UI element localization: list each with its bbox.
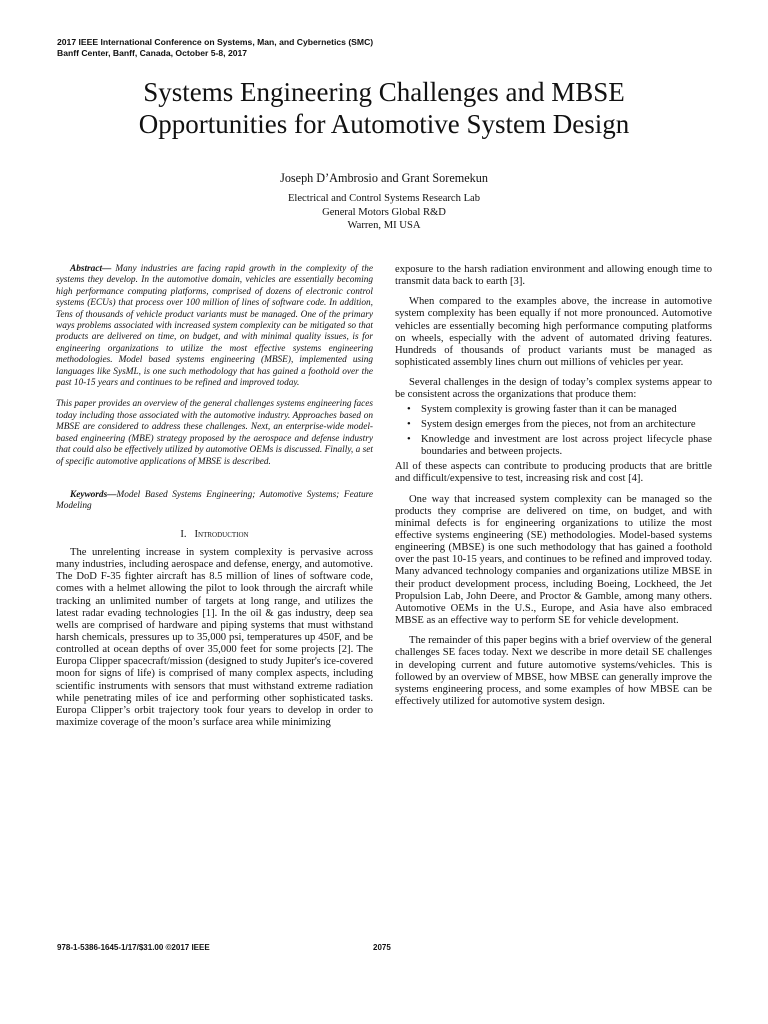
list-item: • Knowledge and investment are lost across project lifecycle phase boundaries and between projects.: [407, 433, 712, 458]
abstract-paragraph-2: This paper provides an overview of the general challenges systems engineering faces today including those associated with the automotive industry. Approaches based on MBSE are considered to address these challenges. Next, an enterprise-wide model-based engineering (MBE) strategy proposed by the aerospace and defense industry that could also be effectively utilized by automotive OEMs is discussed. Finally, a set of specific automotive applications of MBSE is described.: [56, 399, 373, 467]
title-line-2: Opportunities for Automotive System Design: [138, 109, 630, 139]
conference-header: [57, 37, 373, 59]
intro-paragraph-3: Several challenges in the design of today’s complex systems appear to be consistent across the organizations that produce them:: [395, 377, 712, 401]
abstract-text-1: Many industries are facing rapid growth in the complexity of the systems they develop. In the automotive domain, vehicles are essentially becoming high performance computing platforms, comprised of dozens of electronic control systems (ECUs) that process over 100 million of lines of software code. In addition, Tens of thousands of vehicle product variants must be managed. One of the primary ways problems associated with increased system complexity can be mitigated so that products are delivered on time, on budget, and with minimal quality issues, is for engineering organizations to utilize the most effective systems engineering methodologies. Model based systems engineering (MBSE), implemented using languages like SysML, is one such methodology that has gained a foothold over the past 10-15 years and continues to be refined and improved today.: [56, 264, 373, 389]
title-line-1: Systems Engineering Challenges and MBSE: [143, 77, 625, 107]
keywords-text: Model Based Systems Engineering; Automotive Systems; Feature Modeling: [56, 489, 373, 512]
affiliation-lab: Electrical and Control Systems Research Lab: [287, 193, 481, 204]
conference-location: Banff Center, Banff, Canada, October 5-8, 2017: [57, 48, 248, 58]
affiliation-city: Warren, MI USA: [347, 220, 421, 231]
section-heading-introduction: [56, 529, 373, 541]
left-column: [56, 264, 373, 737]
intro-paragraph-6: The remainder of this paper begins with a brief overview of the general challenges SE faces today. Next we describe in more detail SE challenges in developing current and future automotive systems/vehicles. This is followed by an overview of MBSE, how MBSE can generally improve the systems engineering process, and some examples of how MBSE can be effectively utilized for automotive system design.: [395, 635, 712, 707]
right-column: [395, 264, 712, 716]
intro-paragraph-2: When compared to the examples above, the increase in automotive system complexity has been equally if not more pronounced. Automotive vehicles are essentially becoming high performance computing platforms on wheels, especially with the advent of automated driving features. Hundreds of thousands of product variants must be managed as sophisticated assembly lines churn out millions of vehicles per year.: [395, 296, 712, 369]
affiliation: [40, 192, 728, 233]
authors: Joseph D’Ambrosio and Grant Soremekun: [280, 171, 488, 185]
bullet-icon: •: [407, 403, 411, 415]
section-numeral: I.: [180, 528, 187, 540]
bullet-icon: •: [407, 433, 411, 445]
intro-paragraph-1: The unrelenting increase in system complexity is pervasive across many industries, including aerospace and defense, energy, and automotive. The DoD F-35 fighter aircraft has 8.5 million of lines of software code, comes with a helmet allowing the pilot to look through the aircraft while tracking an unlimited number of targets at long range, and utilizes the latest radar evading technologies [1]. In the oil & gas industry, deep sea wells are comprised of hardware and piping systems that must withstand harsh chemicals, pressures up to 35,000 psi, temperatures up 450F, and be controlled at ocean depths of over 35,000 feet for some projects [2]. The Europa Clipper spacecraft/mission (designed to study Jupiter's ice-covered moon for signs of life) is comprised of many complex aspects, including scientific instruments with sensors that must withstand extreme radiation while penetrating miles of ice and performing other sophisticated tasks. Europa Clipper’s orbit trajectory took four years to develop in order to maximize coverage of the moon’s surface area while minimizing: [56, 546, 373, 729]
intro-paragraph-4: All of these aspects can contribute to producing products that are brittle and difficult/expensive to test, increasing risk and cost [4].: [395, 461, 712, 485]
intro-paragraph-continued: exposure to the harsh radiation environment and allowing enough time to transmit data back to earth [3].: [395, 264, 712, 288]
footer-isbn: 978-1-5386-1645-1/17/$31.00 ©2017 IEEE: [57, 943, 210, 952]
intro-paragraph-5: One way that increased system complexity can be managed so the products they comprise are delivered on time, on budget, and with minimal defects is for engineering organizations to utilize the most effective systems engineering (SE) methodologies. Model-based systems engineering (MBSE) is one such methodology that has gained a foothold over the past 10-15 years, and continues to be refined and improved today. Many advanced technology companies and organizations utilize MBSE in their product development process, including Boeing, Lockheed, the Jet Propulsion Lab, John Deere, and Proctor & Gamble, among many others. Automotive OEMs in the U.S., Europe, and Asia have also embraced MBSE as an effective way to perform SE for vehicle development.: [395, 493, 712, 627]
paper-title: [40, 76, 728, 140]
conference-name: 2017 IEEE International Conference on Systems, Man, and Cybernetics (SMC): [57, 37, 374, 47]
section-title: Introduction: [194, 528, 249, 540]
affiliation-org: General Motors Global R&D: [322, 206, 446, 218]
list-item: • System design emerges from the pieces, not from an architecture: [407, 418, 696, 430]
abstract: [56, 264, 373, 468]
challenges-list: [395, 404, 712, 459]
keywords-label: Keywords—: [70, 489, 117, 500]
abstract-paragraph-1: [56, 264, 373, 389]
keywords: [56, 490, 373, 513]
bullet-icon: •: [407, 418, 411, 430]
list-item: • System complexity is growing faster than it can be managed: [407, 403, 677, 415]
abstract-label: Abstract—: [70, 264, 112, 274]
page-number: 2075: [373, 943, 391, 952]
